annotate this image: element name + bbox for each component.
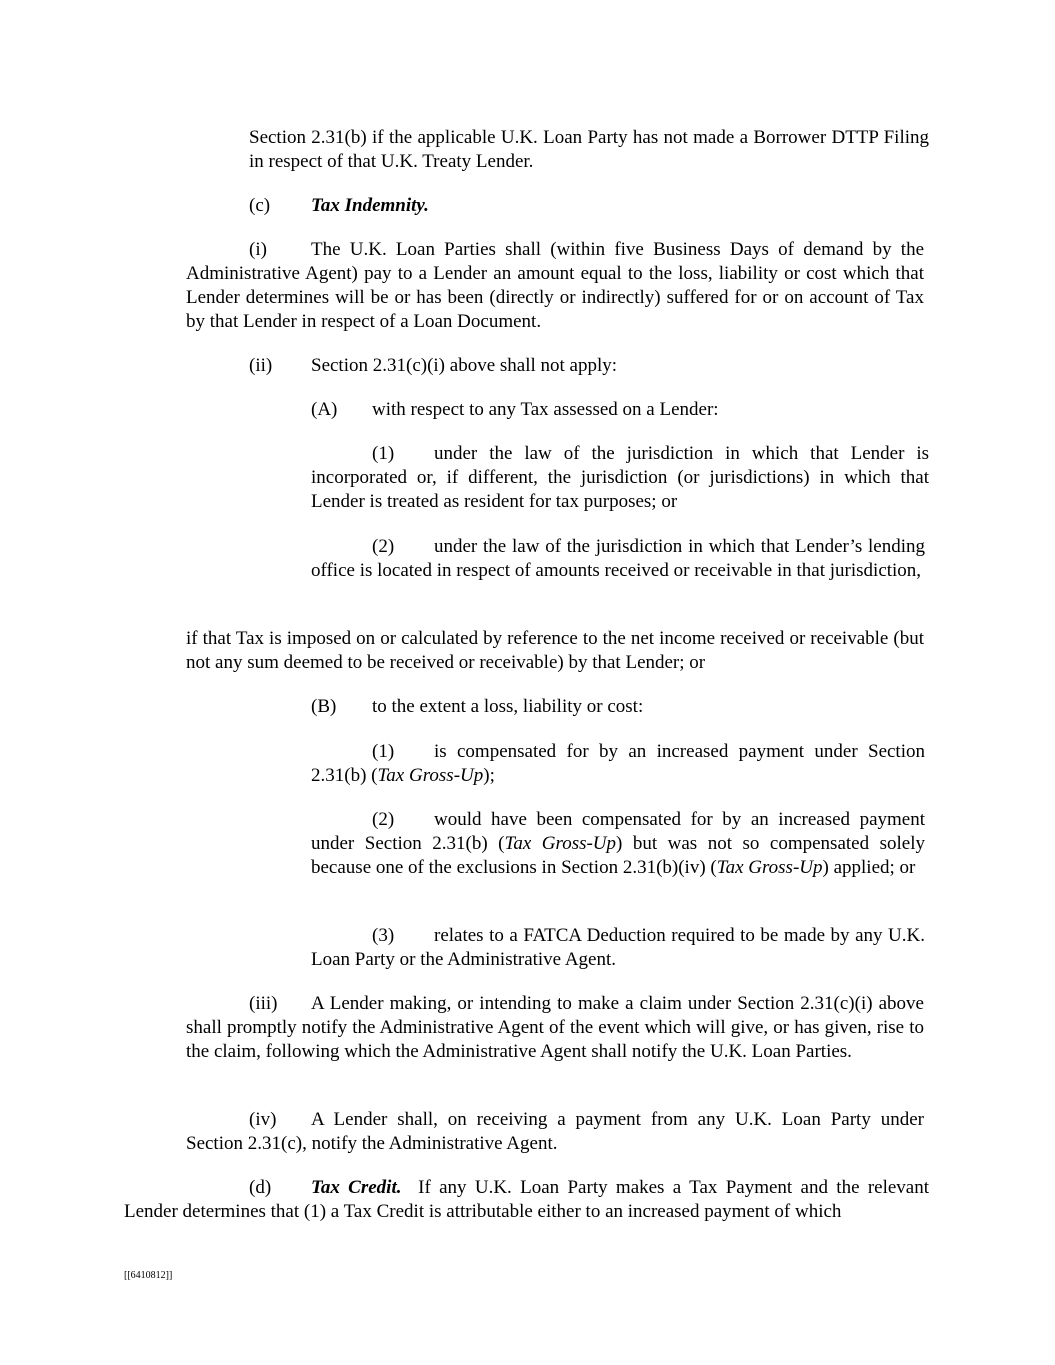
clause-b-3-label: (3): [372, 925, 395, 946]
section-c-i: [186, 238, 924, 334]
clause-b-2-text-c: ) applied; or: [822, 857, 916, 878]
section-c-i-text: The U.K. Loan Parties shall (within five Business Days of demand by the Administrative Agent) pay to a Lender an amount equal to the loss, liability or cost which that Lender determines will be or has been (directly or indirectly) suffered for or on account of Tax by that Lender in respect of a Loan Document.: [186, 239, 924, 332]
clause-b-2-label: (2): [372, 809, 395, 830]
clause-a-2-text: under the law of the jurisdiction in which that Lender’s lending office is located in respect of amounts received or receivable in that jurisdiction,: [311, 536, 925, 581]
clause-b-1-text-a: is compensated for by an increased payment under Section 2.31(b) (: [311, 741, 925, 786]
section-c-iv: [186, 1108, 924, 1156]
section-d-label: (d): [249, 1177, 272, 1198]
clause-a: [311, 398, 929, 422]
if-tax-paragraph: [186, 627, 924, 675]
intro-paragraph: [249, 126, 929, 174]
clause-b-1-text-b: );: [483, 765, 495, 786]
document-id-footer: [[6410812]]: [124, 1270, 173, 1281]
section-c-title: Tax Indemnity.: [311, 195, 429, 216]
clause-a-text: with respect to any Tax assessed on a Lender:: [372, 399, 719, 420]
section-c-label: (c): [249, 195, 271, 216]
intro-text: Section 2.31(b) if the applicable U.K. Loan Party has not made a Borrower DTTP Filing in respect of that U.K. Treaty Lender.: [249, 127, 929, 172]
clause-b-3: [311, 924, 925, 972]
clause-a-2: [311, 535, 925, 583]
section-d-text: If any U.K. Loan Party makes a Tax Payment and the relevant Lender determines that (1) a Tax Credit is attributable either to an increased payment of which: [124, 1177, 929, 1222]
clause-b-2-text-b: ) but was not so compensated solely because one of the exclusions in Section 2.31(b)(iv) (: [311, 833, 925, 878]
if-tax-text: if that Tax is imposed on or calculated by reference to the net income received or receivable (but not any sum deemed to be received or receivable) by that Lender; or: [186, 628, 924, 673]
clause-a-1-label: (1): [372, 443, 395, 464]
clause-b-1-italic: Tax Gross-Up: [377, 765, 484, 786]
clause-b-2-italic-1: Tax Gross-Up: [504, 833, 617, 854]
section-c-iii: [186, 992, 924, 1064]
clause-a-2-label: (2): [372, 536, 395, 557]
clause-b: [311, 695, 929, 719]
section-c-ii-text: Section 2.31(c)(i) above shall not apply:: [311, 355, 618, 376]
section-d: [124, 1176, 929, 1224]
clause-a-label: (A): [311, 399, 338, 420]
clause-b-2-text-a: would have been compensated for by an increased payment under Section 2.31(b) (: [311, 809, 925, 854]
section-c-ii: [249, 354, 929, 378]
clause-b-3-text: relates to a FATCA Deduction required to be made by any U.K. Loan Party or the Administrative Agent.: [311, 925, 925, 970]
clause-a-1: [311, 442, 929, 514]
clause-b-text: to the extent a loss, liability or cost:: [372, 696, 644, 717]
clause-b-label: (B): [311, 696, 337, 717]
section-c-i-label: (i): [249, 239, 267, 260]
clause-b-1-label: (1): [372, 741, 395, 762]
section-c-iv-label: (iv): [249, 1109, 277, 1130]
clause-b-2-italic-2: Tax Gross-Up: [716, 857, 823, 878]
clause-a-1-text: under the law of the jurisdiction in which that Lender is incorporated or, if different, the jurisdiction (or jurisdictions) in which that Lender is treated as resident for tax purposes; or: [311, 443, 929, 512]
section-d-title: Tax Credit.: [311, 1177, 402, 1198]
section-c-heading: [249, 194, 929, 218]
section-c-iv-text: A Lender shall, on receiving a payment from any U.K. Loan Party under Section 2.31(c), notify the Administrative Agent.: [186, 1109, 924, 1154]
clause-b-2: [311, 808, 925, 880]
clause-b-1: [311, 740, 925, 788]
section-c-iii-text: A Lender making, or intending to make a claim under Section 2.31(c)(i) above shall promptly notify the Administrative Agent of the event which will give, or has given, rise to the claim, following which the Administrative Agent shall notify the U.K. Loan Parties.: [186, 993, 924, 1062]
section-c-iii-label: (iii): [249, 993, 278, 1014]
section-c-ii-label: (ii): [249, 355, 273, 376]
